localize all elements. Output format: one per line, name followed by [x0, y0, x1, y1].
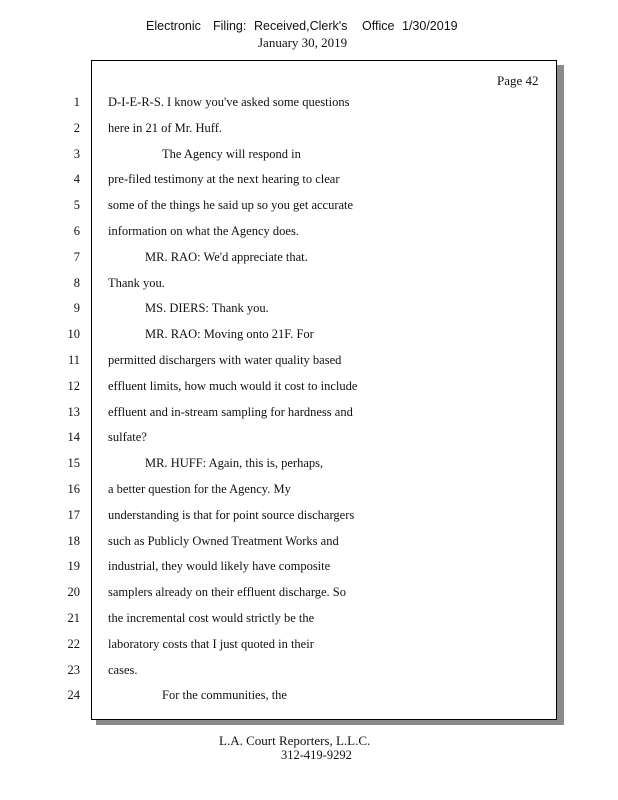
transcript-line: MR. RAO: We'd appreciate that.	[145, 250, 308, 264]
transcript-line: some of the things he said up so you get accurate	[108, 198, 354, 212]
line-number: 22	[67, 637, 80, 651]
footer-phone: 312-419-9292	[281, 748, 352, 762]
transcript-line: MR. RAO: Moving onto 21F. For	[145, 327, 314, 341]
line-number: 3	[73, 147, 80, 161]
line-number: 18	[67, 534, 80, 548]
line-number: 14	[67, 430, 80, 444]
transcript-line: sulfate?	[108, 430, 147, 444]
transcript-line: effluent limits, how much would it cost to include	[108, 379, 358, 393]
transcript-line: industrial, they would likely have composite	[108, 559, 331, 573]
line-number: 20	[67, 585, 80, 599]
stamp-filing-date: 1/30/2019	[402, 19, 458, 33]
footer-reporter: L.A. Court Reporters, L.L.C.	[219, 733, 371, 748]
header-date: January 30, 2019	[258, 35, 348, 50]
stamp-word-office: Office	[362, 19, 395, 33]
line-number: 19	[67, 559, 80, 573]
line-number: 23	[67, 663, 80, 677]
line-number: 2	[73, 121, 80, 135]
transcript-line: MR. HUFF: Again, this is, perhaps,	[145, 456, 324, 470]
transcript-line: a better question for the Agency. My	[108, 482, 291, 496]
line-number: 12	[67, 379, 80, 393]
transcript-line: effluent and in-stream sampling for hardness and	[108, 405, 353, 419]
line-number: 21	[67, 611, 80, 625]
line-number: 24	[67, 688, 80, 702]
transcript-line: information on what the Agency does.	[108, 224, 299, 238]
line-number: 8	[73, 276, 80, 290]
stamp-word-received: Received,Clerk's	[254, 19, 348, 33]
transcript-line: samplers already on their effluent discharge. So	[108, 585, 347, 599]
line-number: 13	[67, 405, 80, 419]
page-number: Page 42	[497, 73, 539, 88]
line-number: 10	[67, 327, 80, 341]
line-number: 9	[73, 301, 80, 315]
line-number: 7	[73, 250, 80, 264]
transcript-line: D-I-E-R-S. I know you've asked some questions	[108, 95, 350, 109]
transcript-line: Thank you.	[108, 276, 165, 290]
transcript-line: understanding is that for point source dischargers	[108, 508, 355, 522]
transcript-line: such as Publicly Owned Treatment Works and	[108, 534, 339, 548]
stamp-word-electronic: Electronic	[146, 19, 201, 33]
line-number: 5	[73, 198, 80, 212]
line-number: 15	[67, 456, 80, 470]
stamp-word-filing: Filing:	[213, 19, 247, 33]
transcript-line: permitted dischargers with water quality based	[108, 353, 342, 367]
transcript-line: the incremental cost would strictly be the	[108, 611, 315, 625]
line-number: 11	[67, 353, 80, 367]
line-number: 17	[67, 508, 80, 522]
line-number: 16	[67, 482, 80, 496]
transcript-line: The Agency will respond in	[162, 147, 301, 161]
transcript-line: pre-filed testimony at the next hearing to clear	[108, 172, 340, 186]
transcript-line: For the communities, the	[162, 688, 287, 702]
line-number: 6	[73, 224, 80, 238]
line-number: 4	[73, 172, 80, 186]
transcript-line: here in 21 of Mr. Huff.	[108, 121, 222, 135]
line-number: 1	[73, 95, 80, 109]
transcript-line: laboratory costs that I just quoted in their	[108, 637, 314, 651]
transcript-line: MS. DIERS: Thank you.	[145, 301, 269, 315]
transcript-line: cases.	[108, 663, 138, 677]
